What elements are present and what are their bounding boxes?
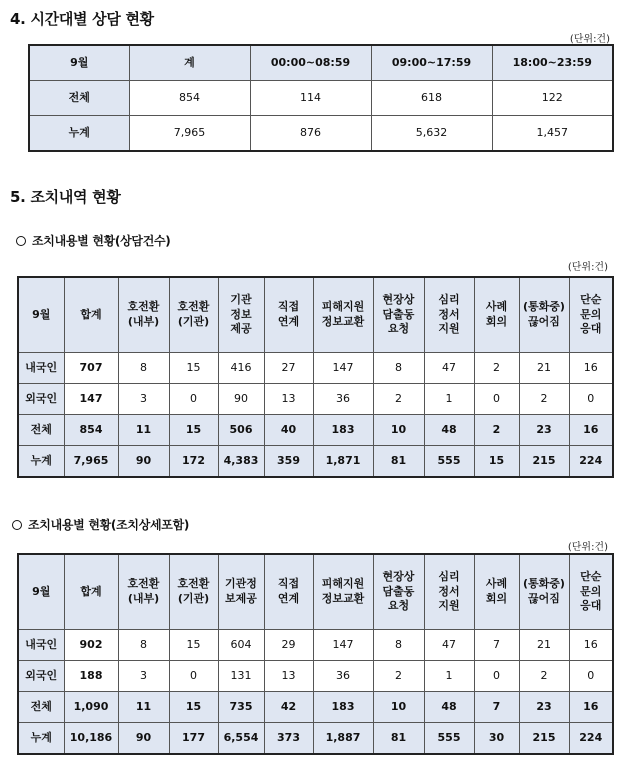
hourly-consultation-table <box>28 44 614 152</box>
table-cell: 90 <box>118 446 169 478</box>
table-cell: 11 <box>118 415 169 446</box>
column-header: 9월 <box>18 554 64 630</box>
table-cell: 506 <box>218 415 264 446</box>
table-cell: 2 <box>373 384 424 415</box>
table-cell: 1 <box>424 384 474 415</box>
table-cell: 36 <box>313 384 373 415</box>
table-cell: 0 <box>474 661 519 692</box>
row-label: 전체 <box>18 692 64 723</box>
row-label: 누계 <box>18 446 64 478</box>
column-header: (통화중) 끊어짐 <box>519 277 569 353</box>
table-cell: 40 <box>264 415 313 446</box>
column-header: 09:00~17:59 <box>371 45 492 81</box>
column-header: 현장상 담출동 요청 <box>373 554 424 630</box>
column-header: 호전환 (기관) <box>169 277 218 353</box>
row-label: 내국인 <box>18 353 64 384</box>
table-cell: 6,554 <box>218 723 264 755</box>
column-header: 심리 정서 지원 <box>424 554 474 630</box>
table-cell: 15 <box>169 415 218 446</box>
table-cell: 147 <box>313 630 373 661</box>
table-cell: 8 <box>118 630 169 661</box>
column-header: (통화중) 끊어짐 <box>519 554 569 630</box>
section4-title: 4. 시간대별 상담 현황 <box>10 10 154 28</box>
table-cell: 147 <box>313 353 373 384</box>
table-cell: 224 <box>569 446 613 478</box>
table-cell: 16 <box>569 692 613 723</box>
column-header: 계 <box>129 45 250 81</box>
table-cell: 1,887 <box>313 723 373 755</box>
column-header: 직접 연계 <box>264 554 313 630</box>
table-cell: 48 <box>424 692 474 723</box>
table-cell: 15 <box>169 692 218 723</box>
table-row <box>18 692 613 723</box>
table-cell: 707 <box>64 353 118 384</box>
column-header: 호전환 (내부) <box>118 277 169 353</box>
table-cell: 131 <box>218 661 264 692</box>
table-cell: 13 <box>264 384 313 415</box>
table-cell: 8 <box>373 630 424 661</box>
table-cell: 172 <box>169 446 218 478</box>
table-cell: 36 <box>313 661 373 692</box>
bullet-circle-icon <box>16 236 26 246</box>
table-cell: 15 <box>169 630 218 661</box>
table-cell: 604 <box>218 630 264 661</box>
column-header: 사례 회의 <box>474 554 519 630</box>
table-cell: 90 <box>218 384 264 415</box>
table-cell: 902 <box>64 630 118 661</box>
table-cell: 47 <box>424 630 474 661</box>
table-cell: 10 <box>373 692 424 723</box>
table-cell: 177 <box>169 723 218 755</box>
row-label: 외국인 <box>18 661 64 692</box>
table-cell: 5,632 <box>371 116 492 152</box>
table-cell: 147 <box>64 384 118 415</box>
table-cell: 122 <box>492 81 613 116</box>
table-cell: 876 <box>250 116 371 152</box>
table-cell: 11 <box>118 692 169 723</box>
column-header: 단순 문의 응대 <box>569 554 613 630</box>
table-cell: 0 <box>169 661 218 692</box>
table-cell: 2 <box>519 661 569 692</box>
table-b-subtitle-text: 조치내용별 현황(조치상세포함) <box>28 518 190 532</box>
table-row <box>29 116 613 152</box>
table-cell: 735 <box>218 692 264 723</box>
column-header: 9월 <box>29 45 129 81</box>
column-header: 단순 문의 응대 <box>569 277 613 353</box>
table-a-subtitle-text: 조치내용별 현황(상담건수) <box>32 234 171 248</box>
section4-unit: (단위:건) <box>569 34 610 45</box>
header-row <box>18 554 613 630</box>
table-a-unit: (단위:건) <box>567 262 608 273</box>
bullet-circle-icon <box>12 520 22 530</box>
column-header: 호전환 (내부) <box>118 554 169 630</box>
table-cell: 416 <box>218 353 264 384</box>
table-row <box>18 384 613 415</box>
row-label: 외국인 <box>18 384 64 415</box>
column-header: 00:00~08:59 <box>250 45 371 81</box>
table-cell: 618 <box>371 81 492 116</box>
table-cell: 29 <box>264 630 313 661</box>
table-cell: 10,186 <box>64 723 118 755</box>
table-cell: 2 <box>474 353 519 384</box>
table-cell: 555 <box>424 723 474 755</box>
action-by-type-table-detailed <box>17 553 614 755</box>
table-cell: 8 <box>373 353 424 384</box>
table-cell: 224 <box>569 723 613 755</box>
table-row <box>18 446 613 478</box>
table-cell: 7,965 <box>129 116 250 152</box>
table-cell: 16 <box>569 415 613 446</box>
table-cell: 48 <box>424 415 474 446</box>
table-cell: 555 <box>424 446 474 478</box>
table-cell: 2 <box>519 384 569 415</box>
table-cell: 7 <box>474 630 519 661</box>
column-header: 현장상 담출동 요청 <box>373 277 424 353</box>
table-cell: 8 <box>118 353 169 384</box>
row-label: 전체 <box>29 81 129 116</box>
table-cell: 7,965 <box>64 446 118 478</box>
table-row <box>18 415 613 446</box>
column-header: 사례 회의 <box>474 277 519 353</box>
table-cell: 854 <box>64 415 118 446</box>
table-cell: 0 <box>169 384 218 415</box>
table-row <box>18 353 613 384</box>
table-cell: 215 <box>519 723 569 755</box>
table-row <box>29 81 613 116</box>
table-cell: 16 <box>569 630 613 661</box>
table-cell: 30 <box>474 723 519 755</box>
table-cell: 183 <box>313 415 373 446</box>
column-header: 18:00~23:59 <box>492 45 613 81</box>
table-cell: 183 <box>313 692 373 723</box>
column-header: 심리 정서 지원 <box>424 277 474 353</box>
table-cell: 359 <box>264 446 313 478</box>
table-cell: 2 <box>474 415 519 446</box>
table-cell: 854 <box>129 81 250 116</box>
action-by-type-table-counts <box>17 276 614 478</box>
row-label: 누계 <box>29 116 129 152</box>
table-b-unit: (단위:건) <box>567 542 608 553</box>
column-header: 9월 <box>18 277 64 353</box>
header-row <box>29 45 613 81</box>
table-cell: 21 <box>519 630 569 661</box>
column-header: 기관정 보제공 <box>218 554 264 630</box>
header-row <box>18 277 613 353</box>
table-cell: 13 <box>264 661 313 692</box>
table-cell: 81 <box>373 446 424 478</box>
table-cell: 1,457 <box>492 116 613 152</box>
table-row <box>18 661 613 692</box>
row-label: 전체 <box>18 415 64 446</box>
column-header: 피해지원 정보교환 <box>313 277 373 353</box>
table-cell: 2 <box>373 661 424 692</box>
column-header: 기관 정보 제공 <box>218 277 264 353</box>
table-cell: 10 <box>373 415 424 446</box>
table-cell: 42 <box>264 692 313 723</box>
table-cell: 90 <box>118 723 169 755</box>
column-header: 직접 연계 <box>264 277 313 353</box>
table-cell: 188 <box>64 661 118 692</box>
section5-title: 5. 조치내역 현황 <box>10 188 121 206</box>
table-cell: 0 <box>569 384 613 415</box>
table-cell: 23 <box>519 692 569 723</box>
table-cell: 215 <box>519 446 569 478</box>
table-cell: 27 <box>264 353 313 384</box>
table-cell: 15 <box>169 353 218 384</box>
column-header: 합계 <box>64 554 118 630</box>
table-b-subtitle <box>12 516 189 533</box>
table-cell: 7 <box>474 692 519 723</box>
table-cell: 21 <box>519 353 569 384</box>
table-cell: 1,090 <box>64 692 118 723</box>
table-cell: 4,383 <box>218 446 264 478</box>
table-cell: 0 <box>569 661 613 692</box>
row-label: 누계 <box>18 723 64 755</box>
column-header: 합계 <box>64 277 118 353</box>
table-cell: 373 <box>264 723 313 755</box>
table-cell: 114 <box>250 81 371 116</box>
table-cell: 3 <box>118 661 169 692</box>
table-cell: 1 <box>424 661 474 692</box>
row-label: 내국인 <box>18 630 64 661</box>
table-cell: 23 <box>519 415 569 446</box>
column-header: 피해지원 정보교환 <box>313 554 373 630</box>
table-cell: 3 <box>118 384 169 415</box>
table-cell: 47 <box>424 353 474 384</box>
table-cell: 15 <box>474 446 519 478</box>
table-cell: 16 <box>569 353 613 384</box>
table-row <box>18 630 613 661</box>
table-row <box>18 723 613 755</box>
table-a-subtitle <box>16 232 170 249</box>
table-cell: 0 <box>474 384 519 415</box>
table-cell: 81 <box>373 723 424 755</box>
table-cell: 1,871 <box>313 446 373 478</box>
column-header: 호전환 (기관) <box>169 554 218 630</box>
